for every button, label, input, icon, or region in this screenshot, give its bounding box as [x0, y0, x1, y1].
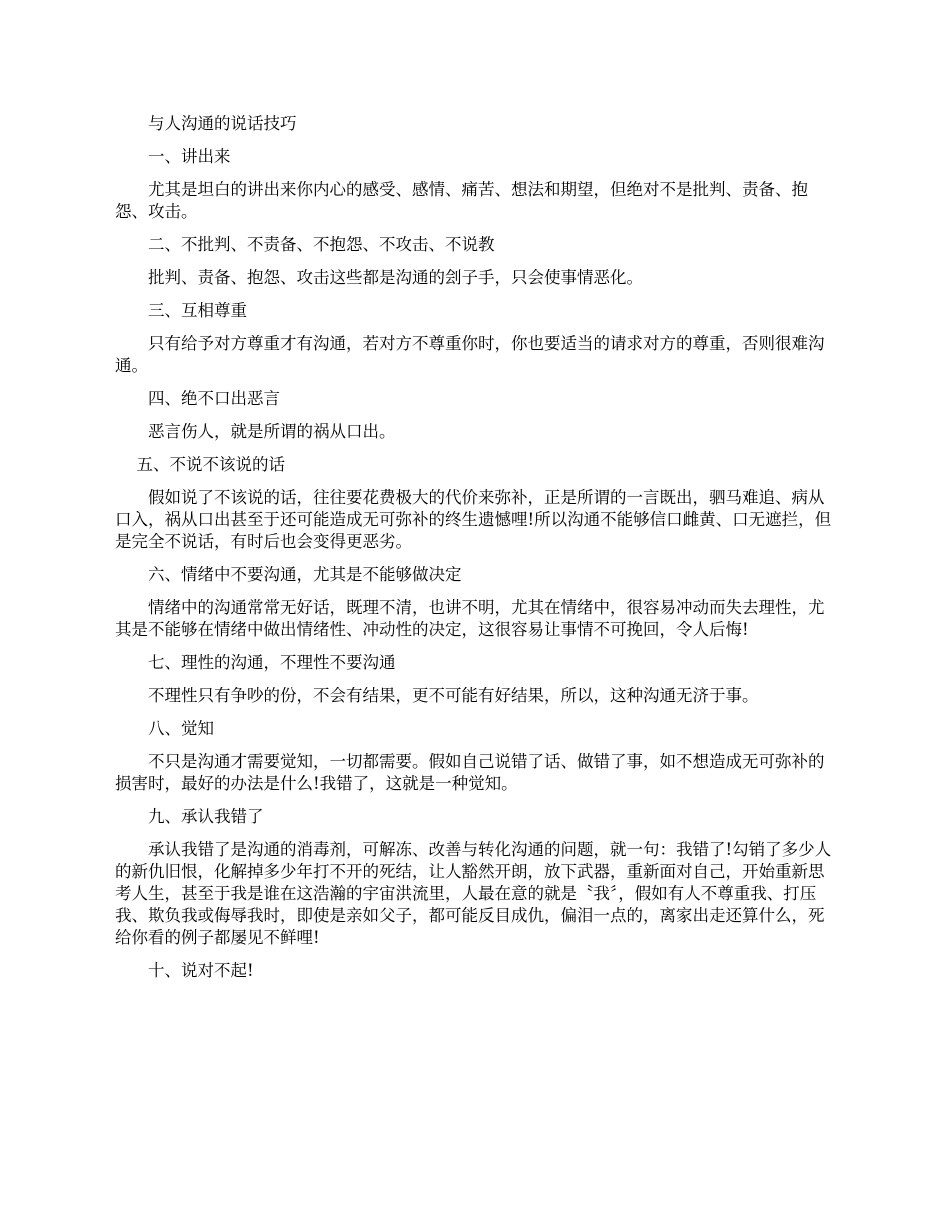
- section-heading-8: 八、觉知: [148, 719, 214, 738]
- document-content: [115, 113, 837, 993]
- section-heading-5: 五、不说不该说的话: [136, 455, 285, 474]
- section-heading-10: 十、说对不起!: [148, 961, 254, 980]
- section-body-9: 承认我错了是沟通的消毒剂，可解冻、改善与转化沟通的问题，就一句：我错了!勾销了多少人的新仇旧恨，化解掉多少年打不开的死结，让人豁然开朗，放下武器，重新面对自己，开始重新思考人生，甚至于我是谁在这浩瀚的宇宙洪流里，人最在意的就是〝我〞，假如有人不尊重我、打压我、欺负我或侮辱我时，即使是亲如父子，都可能反目成仇，偏泪一点的，离家出走还算什么，死给你看的例子都屡见不鲜哩!: [115, 840, 832, 947]
- section-body-2: 批判、责备、抱怨、攻击这些都是沟通的刽子手，只会使事情恶化。: [148, 268, 643, 287]
- section-heading-4: 四、绝不口出恶言: [148, 389, 280, 408]
- section-body-7: 不理性只有争吵的份，不会有结果，更不可能有好结果，所以，这种沟通无济于事。: [148, 686, 759, 705]
- section-heading-2: 二、不批判、不责备、不抱怨、不攻击、不说教: [148, 235, 495, 254]
- section-body-5: 假如说了不该说的话，往往要花费极大的代价来弥补，正是所谓的一言既出，驷马难追、病从口入，祸从口出甚至于还可能造成无可弥补的终生遗憾哩!所以沟通不能够信口雌黄、口无遮拦，但是完全不说话，有时后也会变得更恶劣。: [115, 488, 832, 551]
- section-body-3: 只有给予对方尊重才有沟通，若对方不尊重你时，你也要适当的请求对方的尊重，否则很难沟通。: [115, 334, 825, 375]
- section-heading-9: 九、承认我错了: [148, 807, 264, 826]
- section-body-8: 不只是沟通才需要觉知，一切都需要。假如自己说错了话、做错了事，如不想造成无可弥补的损害时，最好的办法是什么!我错了，这就是一种觉知。: [115, 752, 825, 793]
- document-title: 与人沟通的说话技巧: [148, 114, 297, 133]
- section-body-4: 恶言伤人，就是所谓的祸从口出。: [148, 422, 396, 441]
- section-heading-6: 六、情绪中不要沟通，尤其是不能够做决定: [148, 565, 462, 584]
- section-heading-1: 一、讲出来: [148, 147, 231, 166]
- section-body-6: 情绪中的沟通常常无好话，既理不清，也讲不明，尤其在情绪中，很容易冲动而失去理性，尤其是不能够在情绪中做出情绪性、冲动性的决定，这很容易让事情不可挽回，令人后悔!: [115, 598, 825, 639]
- section-heading-3: 三、互相尊重: [148, 301, 247, 320]
- section-body-1: 尤其是坦白的讲出来你内心的感受、感情、痛苦、想法和期望，但绝对不是批判、责备、抱怨、攻击。: [115, 180, 808, 221]
- section-heading-7: 七、理性的沟通，不理性不要沟通: [148, 653, 396, 672]
